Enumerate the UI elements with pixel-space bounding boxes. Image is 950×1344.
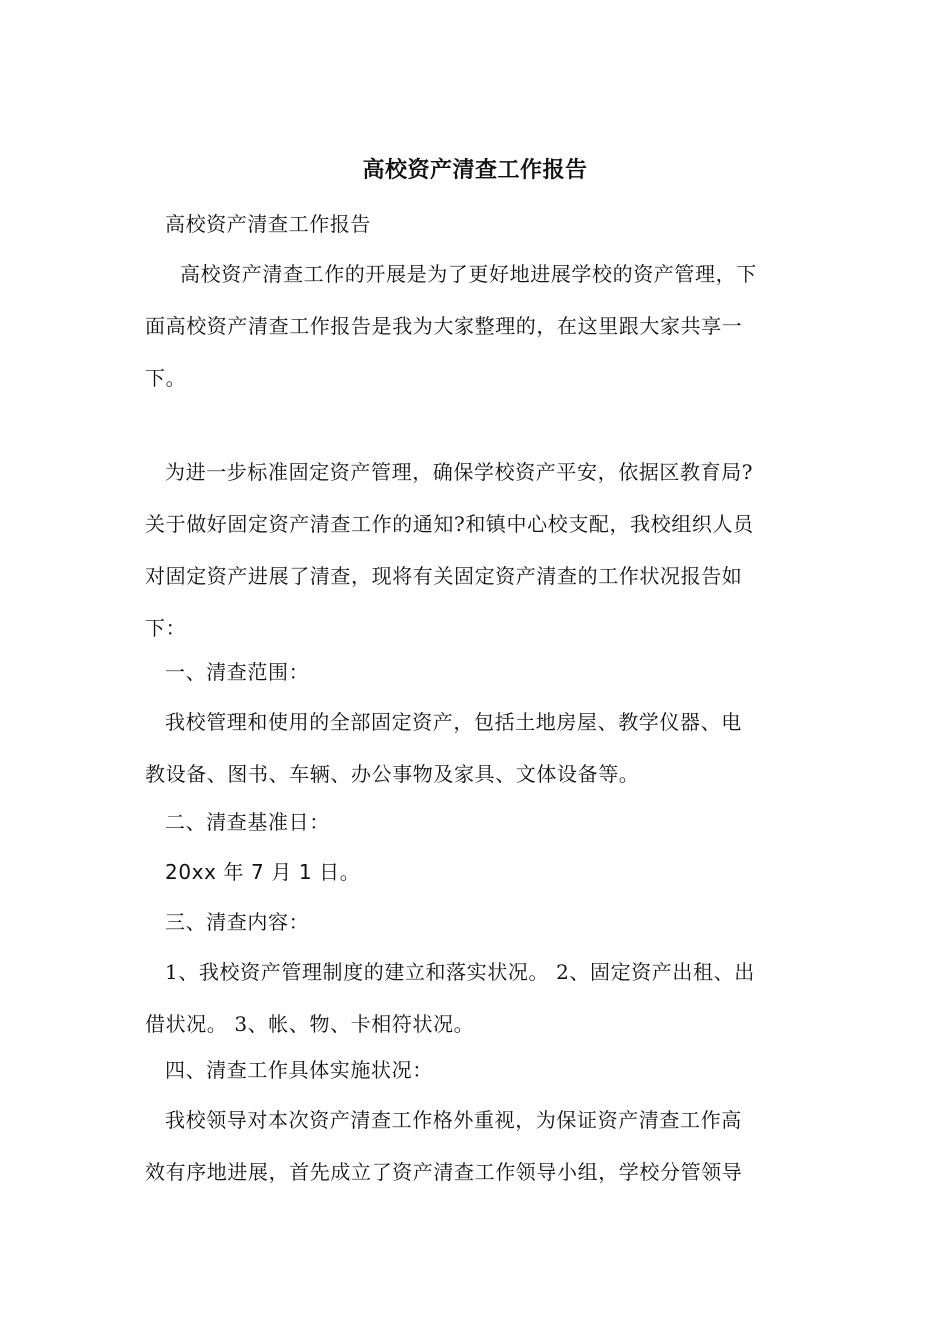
section4-body-line-2: 效有序地进展，首先成立了资产清查工作领导小组，学校分管领导 [145, 1160, 743, 1184]
section3-body-line-1: 1、我校资产管理制度的建立和落实状况。 2、固定资产出租、出 [165, 960, 755, 984]
purpose-paragraph [145, 446, 810, 654]
section1-body-line-1: 我校管理和使用的全部固定资产，包括土地房屋、教学仪器、电 [165, 710, 742, 734]
section4-heading-paragraph [145, 1044, 810, 1096]
subtitle-line: 高校资产清查工作报告 [165, 212, 371, 236]
purpose-line-3: 对固定资产进展了清查，现将有关固定资产清查的工作状况报告如 [145, 564, 743, 588]
section3-body-line-2: 借状况。 3、帐、物、卡相符状况。 [145, 1012, 475, 1036]
section1-heading-paragraph [145, 646, 810, 698]
section3-body-paragraph [145, 946, 810, 1050]
section2-heading-paragraph [145, 796, 810, 848]
section1-body-paragraph [145, 696, 810, 800]
section4-body-paragraph [145, 1094, 810, 1198]
section2-body: 20xx 年 7 月 1 日。 [165, 860, 361, 884]
intro-line-2: 面高校资产清查工作报告是我为大家整理的，在这里跟大家共享一 [145, 314, 743, 338]
intro-paragraph [145, 248, 810, 404]
section4-body-line-1: 我校领导对本次资产清查工作格外重视，为保证资产清查工作高 [165, 1108, 742, 1132]
section3-heading-paragraph [145, 896, 810, 948]
purpose-line-2: 关于做好固定资产清查工作的通知?和镇中心校支配，我校组织人员 [145, 512, 754, 536]
section2-body-paragraph [145, 846, 810, 898]
section2-heading: 二、清查基准日： [165, 810, 330, 834]
subtitle-paragraph [145, 198, 810, 250]
section3-heading: 三、清查内容： [165, 910, 310, 934]
section1-heading: 一、清查范围： [165, 660, 310, 684]
intro-line-1: 高校资产清查工作的开展是为了更好地进展学校的资产管理，下 [180, 262, 757, 286]
intro-line-3: 下。 [145, 366, 187, 390]
section4-heading: 四、清查工作具体实施状况： [165, 1058, 433, 1082]
document-title: 高校资产清查工作报告 [362, 157, 588, 183]
purpose-line-1: 为进一步标准固定资产管理，确保学校资产平安，依据区教育局? [165, 460, 754, 484]
section1-body-line-2: 教设备、图书、车辆、办公事物及家具、文体设备等。 [145, 762, 640, 786]
purpose-line-4: 下： [145, 616, 187, 640]
